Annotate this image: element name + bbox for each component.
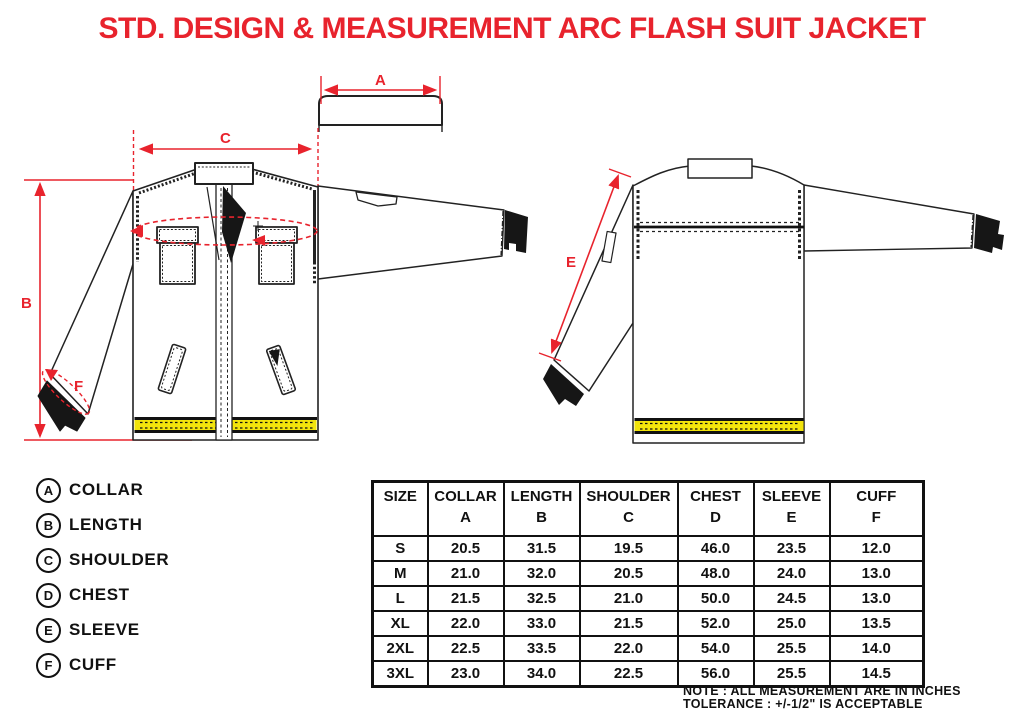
- collar-piece: [319, 96, 442, 125]
- dim-a-label: A: [375, 72, 386, 89]
- value-cell: 54.0: [678, 636, 754, 661]
- size-cell: 2XL: [373, 636, 428, 661]
- value-cell: 32.0: [504, 561, 580, 586]
- legend-label: LENGTH: [69, 515, 143, 534]
- back-right-cuff: [974, 214, 1004, 253]
- legend-item-cuff: [36, 653, 169, 677]
- value-cell: 19.5: [580, 536, 678, 561]
- value-cell: 22.5: [580, 661, 678, 687]
- value-cell: 23.0: [428, 661, 504, 687]
- note-line-1: NOTE : ALL MEASUREMENT ARE IN INCHES: [683, 684, 961, 698]
- pocket-body: [160, 243, 195, 284]
- legend-label: CUFF: [69, 655, 117, 674]
- value-cell: 48.0: [678, 561, 754, 586]
- size-cell: M: [373, 561, 428, 586]
- value-cell: 14.0: [830, 636, 924, 661]
- size-cell: XL: [373, 611, 428, 636]
- value-cell: 32.5: [504, 586, 580, 611]
- value-cell: 33.0: [504, 611, 580, 636]
- dim-b-label: B: [21, 295, 32, 312]
- value-cell: 21.0: [580, 586, 678, 611]
- size-cell: 3XL: [373, 661, 428, 687]
- hiviz-band-back: [635, 420, 804, 432]
- col-header-cuff: CUFF F: [830, 482, 924, 537]
- measurement-note: [683, 685, 1023, 711]
- legend-letter-badge: D: [36, 583, 61, 608]
- legend-item-collar: [36, 478, 169, 502]
- value-cell: 52.0: [678, 611, 754, 636]
- legend-item-length: [36, 513, 169, 537]
- value-cell: 23.5: [754, 536, 830, 561]
- legend-letter-badge: E: [36, 618, 61, 643]
- value-cell: 13.5: [830, 611, 924, 636]
- size-table: [371, 480, 925, 688]
- note-line-2: TOLERANCE : +/-1/2" IS ACCEPTABLE: [683, 697, 923, 711]
- value-cell: 14.5: [830, 661, 924, 687]
- back-right-sleeve: [804, 185, 974, 251]
- legend-item-chest: [36, 583, 169, 607]
- value-cell: 31.5: [504, 536, 580, 561]
- legend-label: CHEST: [69, 585, 130, 604]
- front-right-cuff: [504, 210, 528, 253]
- front-view: [21, 72, 528, 440]
- col-header-length: LENGTH B: [504, 482, 580, 537]
- value-cell: 21.0: [428, 561, 504, 586]
- dim-f-label: F: [74, 378, 84, 395]
- col-header-collar: COLLAR A: [428, 482, 504, 537]
- value-cell: 22.5: [428, 636, 504, 661]
- value-cell: 33.5: [504, 636, 580, 661]
- value-cell: 13.0: [830, 561, 924, 586]
- value-cell: 13.0: [830, 586, 924, 611]
- dim-e-tick-top: [609, 169, 631, 177]
- back-view: [539, 159, 1004, 443]
- value-cell: 21.5: [580, 611, 678, 636]
- value-cell: 20.5: [580, 561, 678, 586]
- value-cell: 22.0: [580, 636, 678, 661]
- value-cell: 12.0: [830, 536, 924, 561]
- table-row-2xl: [373, 636, 924, 661]
- size-cell: S: [373, 536, 428, 561]
- legend-label: SHOULDER: [69, 550, 170, 569]
- page-title: STD. DESIGN & MEASUREMENT ARC FLASH SUIT JACKET: [98, 12, 926, 45]
- value-cell: 24.5: [754, 586, 830, 611]
- front-left-sleeve: [50, 191, 133, 414]
- pocket-body: [259, 243, 294, 284]
- size-table-header-row: [373, 482, 924, 537]
- back-collar: [688, 159, 752, 178]
- value-cell: 20.5: [428, 536, 504, 561]
- table-row-m: [373, 561, 924, 586]
- value-cell: 25.0: [754, 611, 830, 636]
- front-right-sleeve: [318, 186, 504, 279]
- back-left-sleeve: [554, 185, 633, 391]
- front-collar: [195, 163, 253, 184]
- table-row-s: [373, 536, 924, 561]
- table-row-l: [373, 586, 924, 611]
- size-cell: L: [373, 586, 428, 611]
- col-header-size: SIZE: [373, 482, 428, 537]
- table-row-xl: [373, 611, 924, 636]
- measurement-legend: [36, 478, 169, 688]
- table-row-3xl: [373, 661, 924, 687]
- value-cell: 22.0: [428, 611, 504, 636]
- chest-pocket-left: [157, 227, 198, 284]
- value-cell: 25.5: [754, 636, 830, 661]
- col-header-sleeve: SLEEVE E: [754, 482, 830, 537]
- value-cell: 24.0: [754, 561, 830, 586]
- dim-c-label: C: [220, 130, 231, 147]
- col-header-shoulder: SHOULDER C: [580, 482, 678, 537]
- chest-pocket-right: [253, 221, 297, 284]
- legend-letter-badge: A: [36, 478, 61, 503]
- legend-item-shoulder: [36, 548, 169, 572]
- value-cell: 21.5: [428, 586, 504, 611]
- legend-item-sleeve: [36, 618, 169, 642]
- back-body: [633, 166, 804, 443]
- legend-label: COLLAR: [69, 480, 144, 499]
- value-cell: 25.5: [754, 661, 830, 687]
- legend-label: SLEEVE: [69, 620, 140, 639]
- value-cell: 56.0: [678, 661, 754, 687]
- value-cell: 50.0: [678, 586, 754, 611]
- legend-letter-badge: C: [36, 548, 61, 573]
- value-cell: 46.0: [678, 536, 754, 561]
- legend-letter-badge: F: [36, 653, 61, 678]
- dim-e-label: E: [566, 254, 577, 271]
- col-header-chest: CHEST D: [678, 482, 754, 537]
- value-cell: 34.0: [504, 661, 580, 687]
- legend-letter-badge: B: [36, 513, 61, 538]
